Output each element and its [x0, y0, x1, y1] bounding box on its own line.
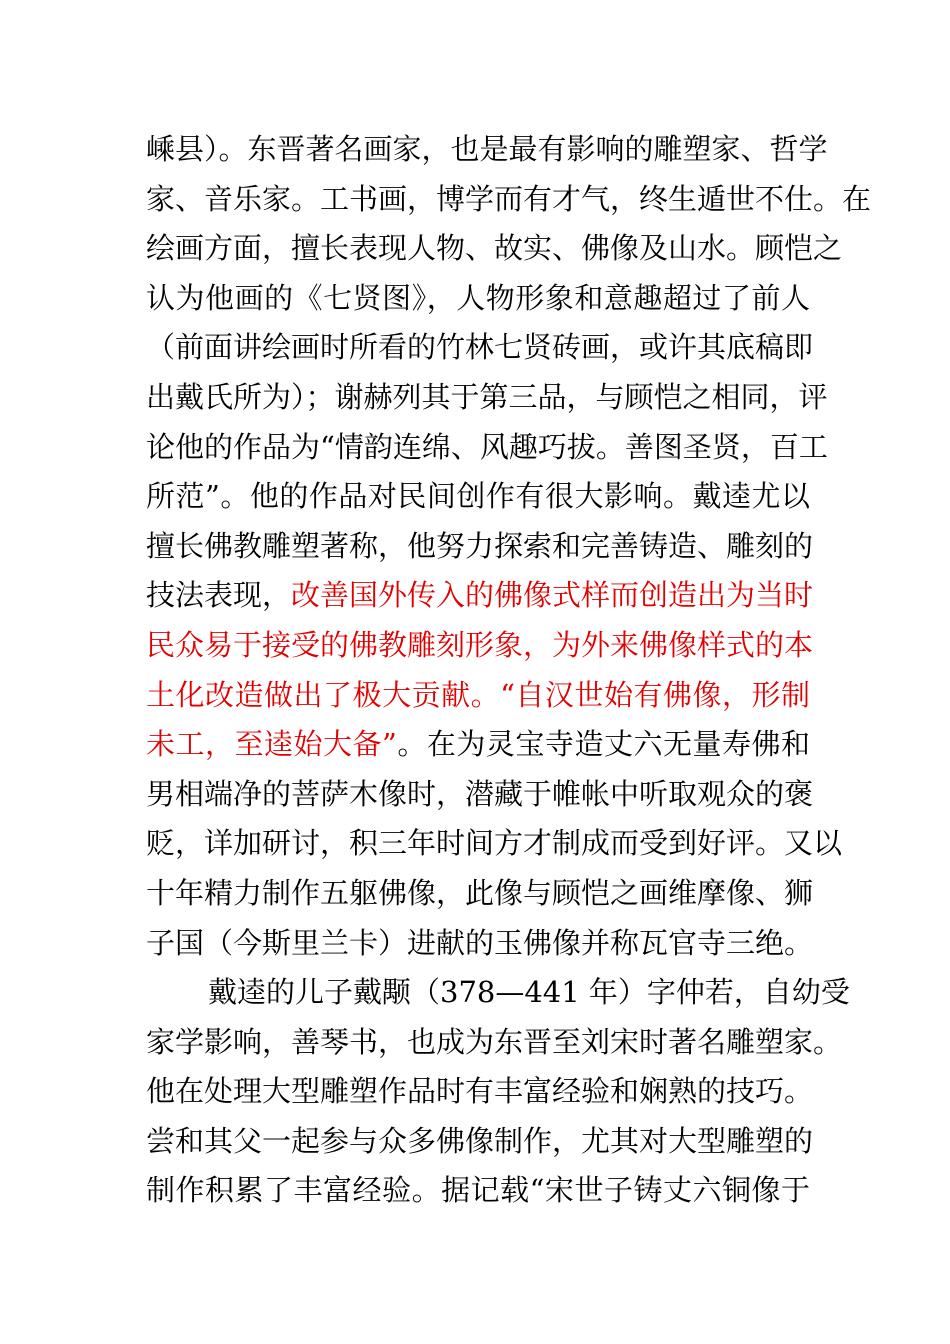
body-text: 男相端净的菩萨木像时，潜藏于帷帐中听取观众的褒 [146, 776, 814, 811]
body-text: 戴逵的儿子戴颙（378—441 年）字仲若，自幼受 [208, 975, 850, 1010]
text-line [146, 819, 843, 869]
text-line [146, 175, 872, 225]
body-text: （前面讲绘画时所看的竹林七贤砖画，或许其底稿即 [146, 330, 814, 365]
text-line [146, 224, 843, 274]
body-text: 所范”。他的作品对民间创作有很大影响。戴逵尤以 [146, 479, 810, 514]
text-line [146, 720, 810, 770]
document-page [146, 125, 872, 1216]
text-line [146, 869, 814, 919]
text-line [146, 522, 814, 572]
highlighted-text: 民众易于接受的佛教雕刻形象，为外来佛像样式的本 [146, 627, 814, 662]
text-line [146, 1067, 814, 1117]
text-line [146, 571, 814, 621]
body-text: 认为他画的《七贤图》，人物形象和意趣超过了前人 [146, 280, 810, 315]
text-line [146, 671, 810, 721]
text-line [146, 274, 810, 324]
body-text: 他在处理大型雕塑作品时有丰富经验和娴熟的技巧。 [146, 1074, 814, 1109]
highlighted-text: 改善国外传入的佛像式样而创造出为当时 [291, 578, 814, 613]
body-text: 贬，详加研讨，积三年时间方才制成而受到好评。又以 [146, 826, 843, 861]
text-line [146, 373, 828, 423]
text-line [146, 1018, 843, 1068]
body-text: 嵊县）。东晋著名画家，也是最有影响的雕塑家、哲学 [146, 132, 828, 166]
highlighted-text: 未工，至逵始大备” [146, 727, 397, 762]
text-line [146, 1117, 814, 1167]
body-text: 十年精力制作五躯佛像，此像与顾恺之画维摩像、狮 [146, 875, 814, 910]
highlighted-text: 土化改造做出了极大贡献。“自汉世始有佛像，形制 [146, 677, 810, 712]
text-line [146, 472, 810, 522]
body-text: 家学影响，善琴书，也成为东晋至刘宋时著名雕塑家。 [146, 1024, 843, 1059]
text-line [146, 770, 814, 820]
body-text: 绘画方面，擅长表现人物、故实、佛像及山水。顾恺之 [146, 231, 843, 266]
text-line [146, 423, 828, 473]
body-text: 出戴氏所为）；谢赫列其于第三品，与顾恺之相同，评 [146, 379, 828, 414]
text-line [146, 621, 814, 671]
text-line [146, 125, 828, 175]
body-text: 制作积累了丰富经验。据记载“宋世子铸丈六铜像于 [146, 1173, 810, 1208]
text-line [146, 919, 814, 969]
body-text: 尝和其父一起参与众多佛像制作，尤其对大型雕塑的 [146, 1123, 814, 1158]
body-text: 子国（今斯里兰卡）进献的玉佛像并称瓦官寺三绝。 [146, 925, 814, 960]
body-text: 论他的作品为“情韵连绵、风趣巧拔。善图圣贤，百工 [146, 429, 828, 464]
body-text: 擅长佛教雕塑著称，他努力探索和完善铸造、雕刻的 [146, 528, 814, 563]
paragraph-first-line [146, 968, 850, 1018]
text-line [146, 1166, 810, 1216]
body-text: 家、音乐家。工书画，博学而有才气，终生遁世不仕。在 [146, 181, 872, 216]
text-line [146, 323, 814, 373]
body-text: 。在为灵宝寺造丈六无量寿佛和 [396, 727, 810, 762]
body-text: 技法表现， [146, 578, 292, 613]
